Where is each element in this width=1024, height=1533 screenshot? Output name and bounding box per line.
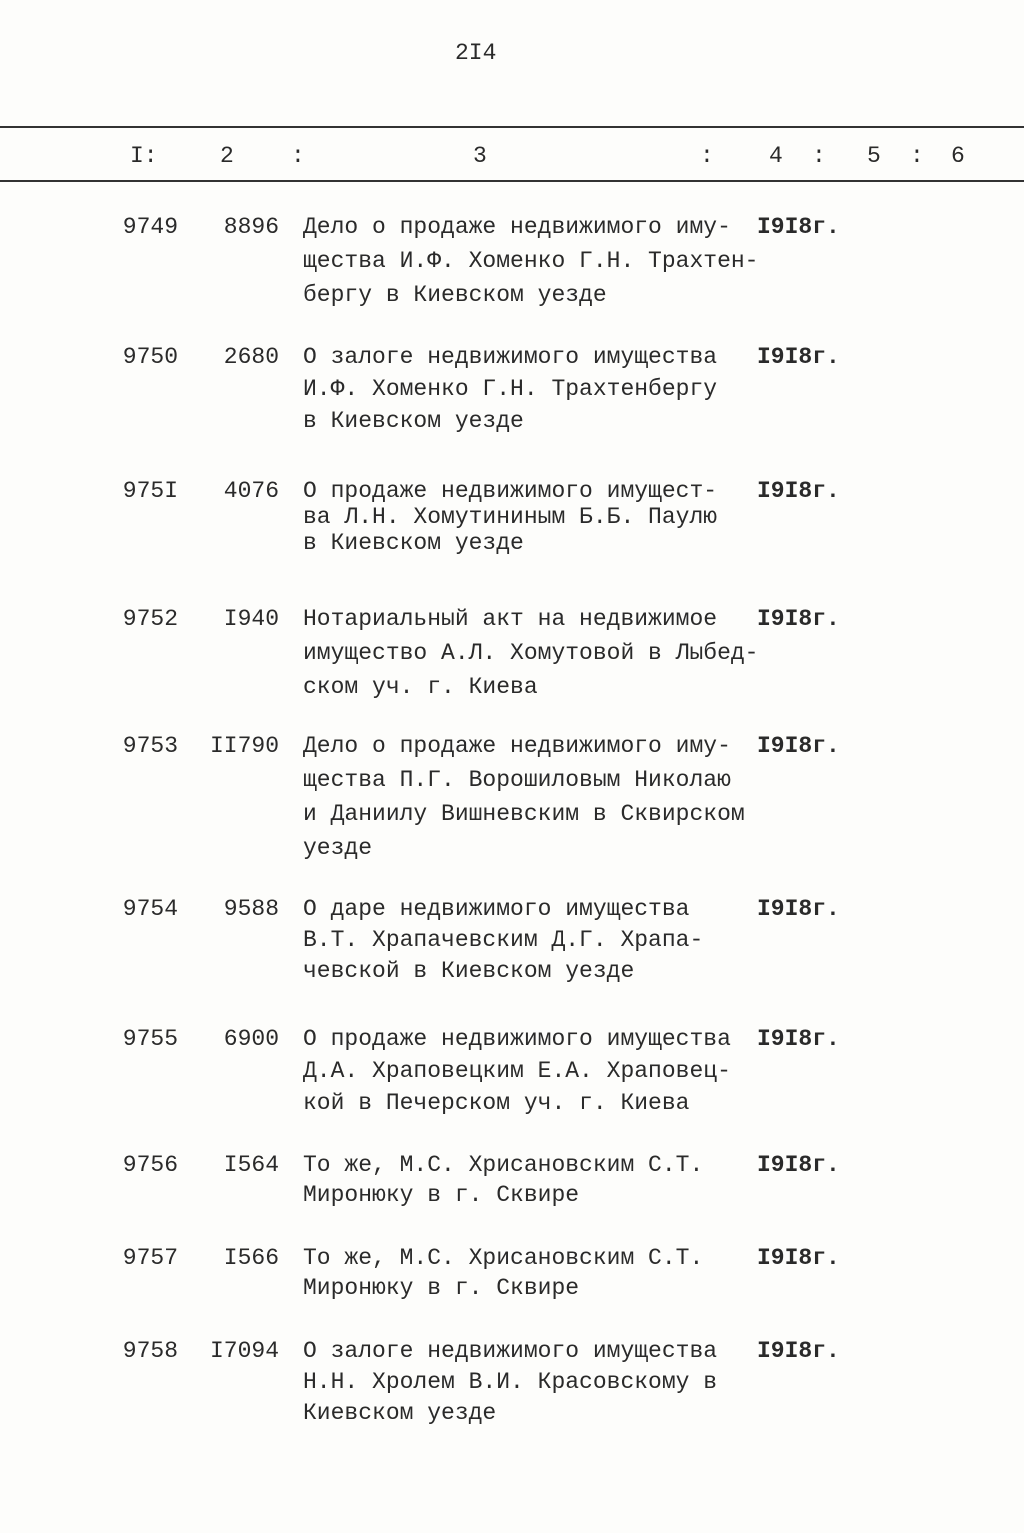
description-line: Н.Н. Хролем В.И. Красовскому в — [303, 1369, 718, 1395]
description-line: щества П.Г. Ворошиловым Николаю — [303, 767, 731, 793]
description-line: О даре недвижимого имущества — [303, 896, 690, 922]
record-number: 9749 — [122, 214, 178, 240]
record-description — [303, 733, 745, 869]
description-line: бергу в Киевском уезде — [303, 282, 607, 308]
archive-reference: 2680 — [223, 344, 279, 370]
description-line: щества И.Ф. Хоменко Г.Н. Трахтен- — [303, 248, 759, 274]
column-header-1: I: — [130, 143, 158, 169]
description-line: Миронюку в г. Сквире — [303, 1182, 580, 1208]
record-number: 9756 — [122, 1152, 178, 1178]
record-year: I9I8г. — [757, 733, 840, 759]
description-line: Киевском уезде — [303, 1400, 497, 1426]
column-header-5: 5 — [867, 143, 881, 169]
record-description — [303, 344, 717, 440]
record-year: I9I8г. — [757, 606, 840, 632]
description-line: и Даниилу Вишневским в Сквирском — [303, 801, 745, 827]
description-line: О залоге недвижимого имущества — [303, 1338, 718, 1364]
record-number: 9753 — [122, 733, 178, 759]
description-line: В.Т. Храпачевским Д.Г. Храпа- — [303, 927, 704, 953]
record-year: I9I8г. — [757, 1026, 840, 1052]
record-description — [303, 606, 758, 708]
description-line: То же, М.С. Хрисановским С.Т. — [303, 1152, 704, 1178]
record-year: I9I8г. — [757, 1338, 840, 1364]
column-separator: : — [910, 143, 924, 169]
record-description — [303, 1338, 717, 1431]
column-separator: : — [812, 143, 826, 169]
description-line: имущество А.Л. Хомутовой в Лыбед- — [303, 640, 759, 666]
archive-reference: I7094 — [209, 1338, 279, 1364]
header-bottom-rule — [0, 180, 1024, 182]
description-line: Нотариальный акт на недвижимое — [303, 606, 718, 632]
description-line: О продаже недвижимого имущест- — [303, 478, 718, 504]
description-line: Д.А. Храповецким Е.А. Храповец- — [303, 1058, 731, 1084]
archive-reference: 4076 — [223, 478, 279, 504]
description-line: ва Л.Н. Хомутининым Б.Б. Паулю — [303, 504, 718, 530]
description-line: в Киевском уезде — [303, 408, 524, 434]
description-line: ском уч. г. Киева — [303, 674, 538, 700]
description-line: кой в Печерском уч. г. Киева — [303, 1090, 690, 1116]
column-separator: : — [700, 143, 714, 169]
record-description — [303, 214, 758, 316]
column-header-6: 6 — [951, 143, 965, 169]
archive-reference: 8896 — [223, 214, 279, 240]
description-line: И.Ф. Хоменко Г.Н. Трахтенбергу — [303, 376, 718, 402]
record-year: I9I8г. — [757, 214, 840, 240]
record-number: 9755 — [122, 1026, 178, 1052]
archive-reference: II790 — [209, 733, 279, 759]
record-year: I9I8г. — [757, 478, 840, 504]
record-description — [303, 1245, 703, 1305]
record-year: I9I8г. — [757, 896, 840, 922]
description-line: Миронюку в г. Сквире — [303, 1275, 580, 1301]
record-number: 975I — [122, 478, 178, 504]
record-number: 9758 — [122, 1338, 178, 1364]
page-number: 2I4 — [455, 40, 497, 66]
record-year: I9I8г. — [757, 1245, 840, 1271]
record-description — [303, 1026, 731, 1122]
record-year: I9I8г. — [757, 1152, 840, 1178]
record-number: 9750 — [122, 344, 178, 370]
record-description — [303, 896, 703, 989]
record-number: 9754 — [122, 896, 178, 922]
column-header-3: 3 — [473, 143, 487, 169]
description-line: О залоге недвижимого имущества — [303, 344, 718, 370]
record-number: 9752 — [122, 606, 178, 632]
column-header-2: 2 — [220, 143, 234, 169]
description-line: чевской в Киевском уезде — [303, 958, 635, 984]
column-header-4: 4 — [769, 143, 783, 169]
record-year: I9I8г. — [757, 344, 840, 370]
description-line: Дело о продаже недвижимого иму- — [303, 214, 731, 240]
description-line: То же, М.С. Хрисановским С.Т. — [303, 1245, 704, 1271]
record-number: 9757 — [122, 1245, 178, 1271]
archive-reference: 6900 — [223, 1026, 279, 1052]
archive-reference: I564 — [223, 1152, 279, 1178]
record-description — [303, 478, 717, 556]
description-line: Дело о продаже недвижимого иму- — [303, 733, 731, 759]
description-line: уезде — [303, 835, 373, 861]
description-line: О продаже недвижимого имущества — [303, 1026, 731, 1052]
record-description — [303, 1152, 703, 1212]
description-line: в Киевском уезде — [303, 530, 524, 556]
column-separator: : — [291, 143, 305, 169]
archive-reference: I940 — [223, 606, 279, 632]
archive-reference: I566 — [223, 1245, 279, 1271]
header-top-rule — [0, 126, 1024, 128]
archive-reference: 9588 — [223, 896, 279, 922]
